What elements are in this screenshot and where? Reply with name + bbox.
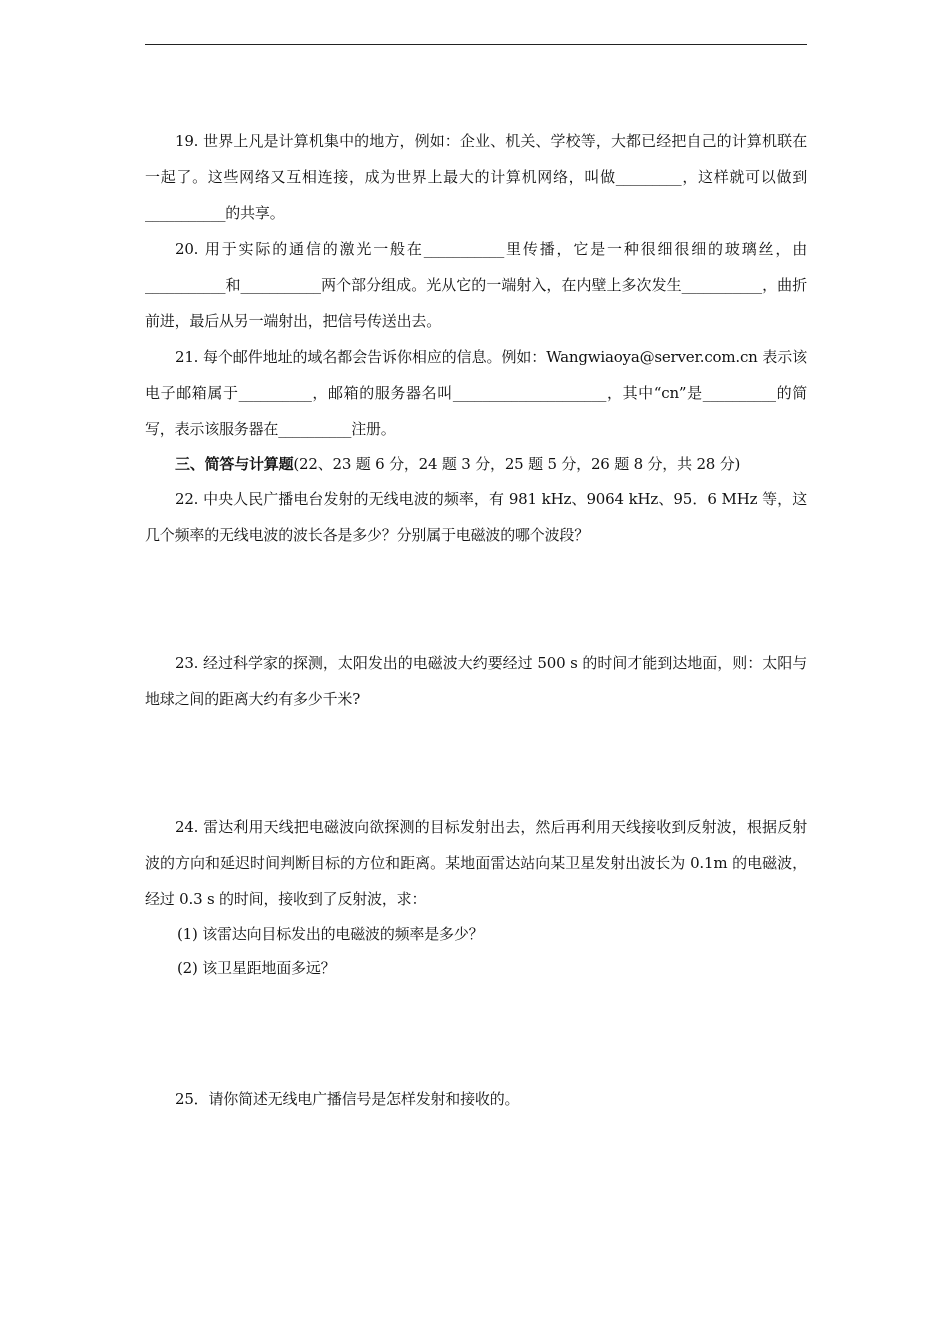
question-23: 23. 经过科学家的探测，太阳发出的电磁波大约要经过 500 s 的时间才能到达地面，则：太阳与地球之间的距离大约有多少千米?	[145, 654, 807, 708]
section-title: 三、简答与计算题	[175, 455, 294, 473]
question-24: 24. 雷达利用天线把电磁波向欲探测的目标发射出去，然后再利用天线接收到反射波，根据反射波的方向和延迟时间判断目标的方位和距离。某地面雷达站向某卫星发射出波长为 0.1m 的电磁波，经过 0.3 s 的时间，接收到了反射波，求：	[145, 818, 807, 908]
question-24-part-2: (2) 该卫星距地面多远？	[177, 959, 336, 977]
question-19: 19. 世界上凡是计算机集中的地方，例如：企业、机关、学校等，大都已经把自己的计算机联在一起了。这些网络又互相连接，成为世界上最大的计算机网络，叫做_________，这样就可以做到___________的共享。	[145, 132, 807, 222]
question-25: 25．请你简述无线电广播信号是怎样发射和接收的。	[175, 1090, 520, 1108]
question-21: 21. 每个邮件地址的域名都会告诉你相应的信息。例如：Wangwiaoya@server.com.cn 表示该电子邮箱属于__________，邮箱的服务器名叫_____________________，其中“cn”是__________的简写，表示该服务器在__________注册。	[145, 348, 807, 438]
section-note: (22、23 题 6 分，24 题 3 分，25 题 5 分，26 题 8 分，共 28 分)	[293, 455, 741, 473]
question-20: 20. 用于实际的通信的激光一般在___________里传播，它是一种很细很细的玻璃丝，由___________和___________两个部分组成。光从它的一端射入，在内壁上多次发生___________，曲折前进，最后从另一端射出，把信号传送出去。	[145, 240, 807, 330]
section-heading	[145, 447, 807, 481]
question-24-part-1: (1) 该雷达向目标发出的电磁波的频率是多少？	[177, 925, 484, 943]
header-rule	[145, 44, 807, 45]
document-body	[145, 123, 807, 1117]
question-22: 22. 中央人民广播电台发射的无线电波的频率，有 981 kHz、9064 kHz、95．6 MHz 等，这几个频率的无线电波的波长各是多少？分别属于电磁波的哪个波段？	[145, 490, 807, 544]
